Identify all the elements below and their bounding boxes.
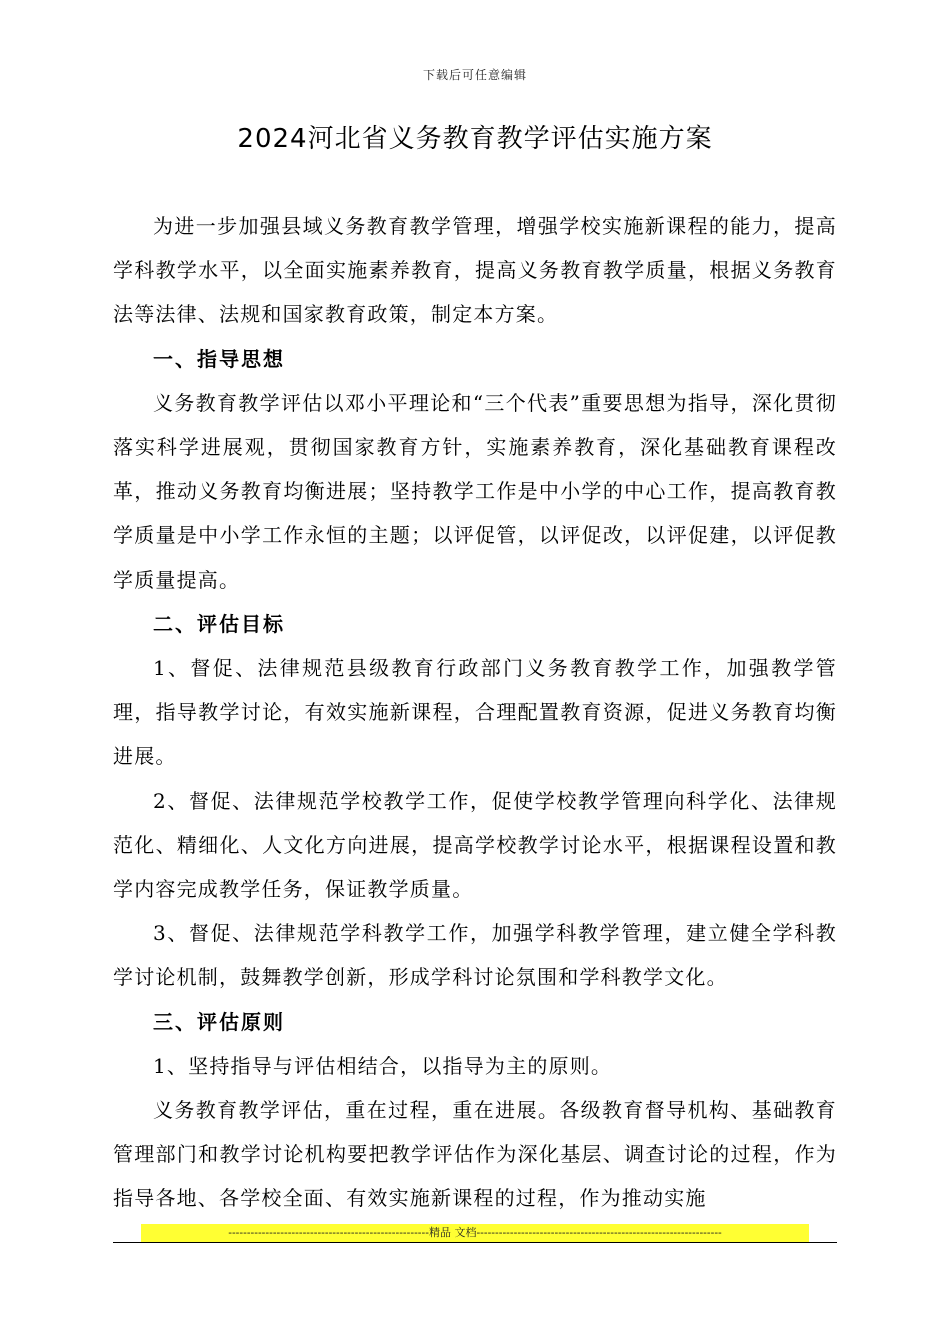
document-body — [113, 204, 837, 1221]
section-heading-evaluation-goals: 二、评估目标 — [153, 611, 285, 636]
principle-item-1: 1、坚持指导与评估相结合，以指导为主的原则。 — [153, 1053, 613, 1078]
goal-item-3: 3、督促、法律规范学科教学工作，加强学科教学管理，建立健全学科教学讨论机制，鼓舞教学创新，形成学科讨论氛围和学科教学文化。 — [113, 921, 837, 990]
principle-paragraph: 义务教育教学评估，重在过程，重在进展。各级教育督导机构、基础教育管理部门和教学讨论机构要把教学评估作为深化基层、调查讨论的过程，作为指导各地、各学校全面、有效实施新课程的过程，作为推动实施 — [113, 1098, 837, 1211]
intro-paragraph: 为进一步加强县域义务教育教学管理，增强学校实施新课程的能力，提高学科教学水平，以全面实施素养教育，提高义务教育教学质量，根据义务教育法等法律、法规和国家教育政策，制定本方案。 — [113, 214, 837, 327]
guiding-ideology-paragraph: 义务教育教学评估以邓小平理论和“三个代表”重要思想为指导，深化贯彻落实科学进展观，贯彻国家教育方针，实施素养教育，深化基础教育课程改革，推动义务教育均衡进展；坚持教学工作是中小学的中心工作，提高教育教学质量是中小学工作永恒的主题；以评促管，以评促改，以评促建，以评促教学质量提高。 — [113, 390, 837, 592]
goal-item-2: 2、督促、法律规范学校教学工作，促使学校教学管理向科学化、法律规范化、精细化、人文化方向进展，提高学校教学讨论水平，根据课程设置和教学内容完成教学任务，保证教学质量。 — [113, 788, 837, 902]
section-heading-evaluation-principles: 三、评估原则 — [153, 1009, 285, 1034]
header-note: 下载后可任意编辑 — [422, 68, 527, 82]
goal-item-1: 1、督促、法律规范县级教育行政部门义务教育教学工作，加强教学管理，指导教学讨论，有效实施新课程，合理配置教育资源，促进义务教育均衡进展。 — [113, 656, 837, 769]
section-heading-guiding-ideology: 一、指导思想 — [153, 346, 285, 371]
footer-watermark: ------------------------------------------------------精品 文档------------------------------------------------------------------ — [141, 1224, 809, 1242]
document-title: 2024河北省义务教育教学评估实施方案 — [237, 124, 713, 154]
footer-divider — [113, 1242, 837, 1243]
